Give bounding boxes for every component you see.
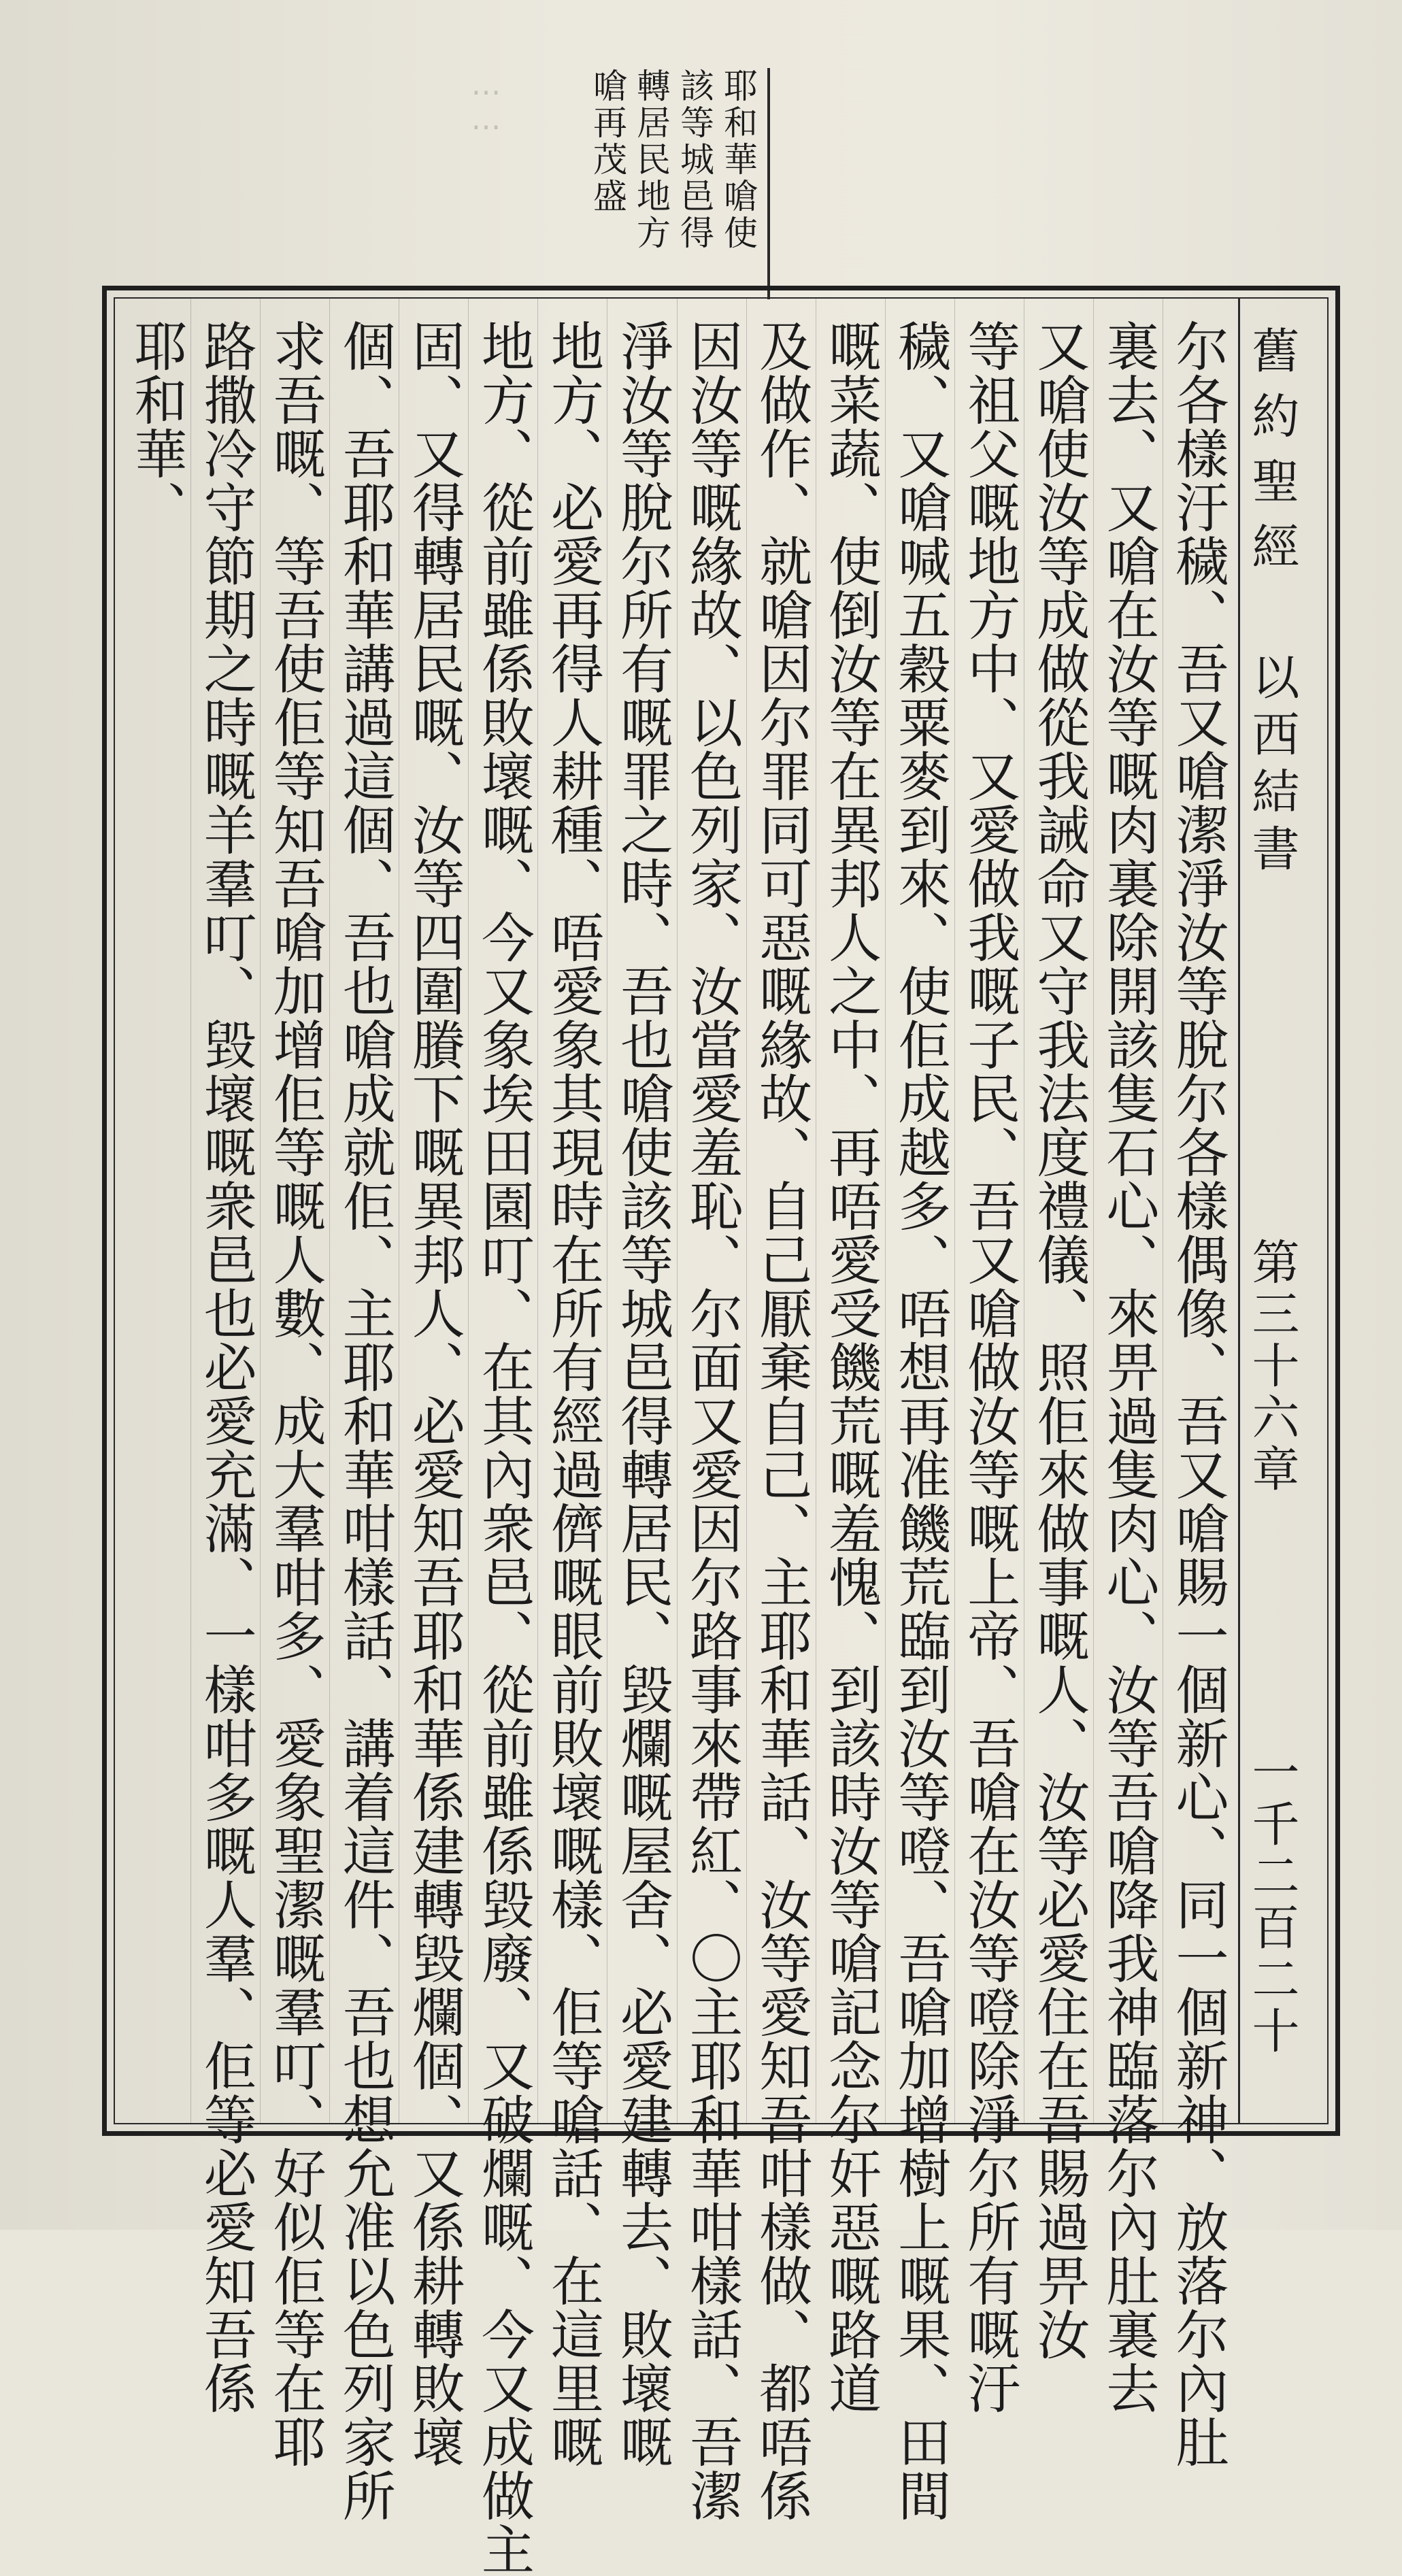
text-column bbox=[122, 299, 190, 2123]
column-text: 路撒冷守節期之時嘅羊羣叮、毀壞嘅衆邑也必愛充滿、一樣咁多嘅人羣、佢等必愛知吾係 bbox=[195, 319, 256, 2415]
text-column bbox=[537, 299, 607, 2469]
text-column bbox=[885, 299, 954, 2522]
column-text: 及做作、就嗆因尔罪同可惡嘅緣故、自己厭棄自己、主耶和華話、汝等愛知吾咁樣做、都唔係 bbox=[750, 319, 812, 2522]
headnote-line: 嗆再茂盛 bbox=[588, 68, 627, 215]
column-text: 地方、必愛再得人耕種、唔愛象其現時在所有經過儕嘅眼前敗壞嘅樣、佢等嗆話、在這里嘅 bbox=[541, 319, 603, 2469]
text-column bbox=[1024, 299, 1093, 2361]
column-text: 等祖父嘅地方中、又愛做我嘅子民、吾又嗆做汝等嘅上帝、吾嗆在汝等噔除淨尔所有嘅汙 bbox=[958, 319, 1020, 2415]
column-text: 嘅菜蔬、使倒汝等在異邦人之中、再唔愛受饑荒嘅羞愧、到該時汝等嗆記念尔奸惡嘅路道 bbox=[820, 319, 882, 2415]
column-text: 裏去、又嗆在汝等嘅肉裏除開該隻石心、來畀過隻肉心、汝等吾嗆降我神臨落尔內肚裏去 bbox=[1097, 319, 1159, 2415]
column-text: 個、吾耶和華講過這個、吾也嗆成就佢、主耶和華咁樣話、講着這件、吾也想允准以色列家所 bbox=[333, 319, 395, 2522]
headnote-line: 該等城邑得 bbox=[675, 68, 714, 252]
column-text: 淨汝等脫尔所有嘅罪之時、吾也嗆使該等城邑得轉居民、毀爛嘅屋舍、必愛建轉去、敗壞嘅 bbox=[611, 319, 673, 2469]
column-text: 求吾嘅、等吾使佢等知吾嗆加增佢等嘅人數、成大羣咁多、愛象聖潔嘅羣叮、好似佢等在耶 bbox=[264, 319, 326, 2469]
column-text: 尔各樣汙穢、吾又嗆潔淨汝等脫尔各樣偶像、吾又嗆賜一個新心、同一個新神、放落尔內肚 bbox=[1167, 319, 1229, 2469]
bleed-through-glyphs: ⋯⋯ bbox=[469, 75, 503, 144]
text-column bbox=[399, 299, 468, 2469]
headnote-line: 耶和華嗆使 bbox=[718, 68, 758, 252]
bible-title: 舊約聖經 bbox=[1244, 326, 1300, 587]
bleed-through-text bbox=[381, 75, 503, 252]
column-text: 耶和華、 bbox=[125, 319, 187, 534]
text-column bbox=[190, 299, 260, 2415]
text-column bbox=[746, 299, 816, 2522]
column-text: 穢、又嗆喊五穀粟麥到來、使佢成越多、唔想再准饑荒臨到汝等噔、吾嗆加增樹上嘅果、田間 bbox=[889, 319, 951, 2522]
column-text: 又嗆使汝等成做從我誡命又守我法度禮儀、照佢來做事嘅人、汝等必愛住在吾賜過畀汝 bbox=[1028, 319, 1090, 2361]
text-column bbox=[607, 299, 676, 2469]
chapter-label: 第三十六章 bbox=[1244, 1237, 1300, 1496]
text-column bbox=[954, 299, 1024, 2415]
headnote-line: 轉居民地方 bbox=[631, 68, 671, 252]
text-column bbox=[329, 299, 399, 2522]
book-name: 以西結書 bbox=[1244, 652, 1300, 881]
running-header bbox=[1238, 299, 1327, 2123]
column-text: 地方、從前雖係敗壞嘅、今又象埃田園叮、在其內衆邑、從前雖係毀廢、又破爛嘅、今又成做主 bbox=[472, 319, 534, 2576]
column-text: 固、又得轉居民嘅、汝等四圍賸下嘅異邦人、必愛知吾耶和華係建轉毀爛個、又係耕轉敗壞 bbox=[403, 319, 465, 2469]
text-column bbox=[260, 299, 329, 2469]
text-column bbox=[677, 299, 746, 2522]
text-column bbox=[1093, 299, 1163, 2415]
text-frame-inner bbox=[114, 297, 1329, 2576]
text-column bbox=[816, 299, 885, 2415]
column-text: 因汝等嘅緣故、以色列家、汝當愛羞恥、尔面又愛因尔路事來帶紅、〇主耶和華咁樣話、吾潔 bbox=[681, 319, 743, 2522]
text-column bbox=[468, 299, 537, 2576]
text-columns bbox=[122, 299, 1232, 2576]
page-number: 一千二百二十 bbox=[1244, 1747, 1300, 2058]
text-column bbox=[1163, 299, 1232, 2469]
headnote bbox=[565, 68, 770, 299]
text-frame bbox=[102, 286, 1340, 2576]
